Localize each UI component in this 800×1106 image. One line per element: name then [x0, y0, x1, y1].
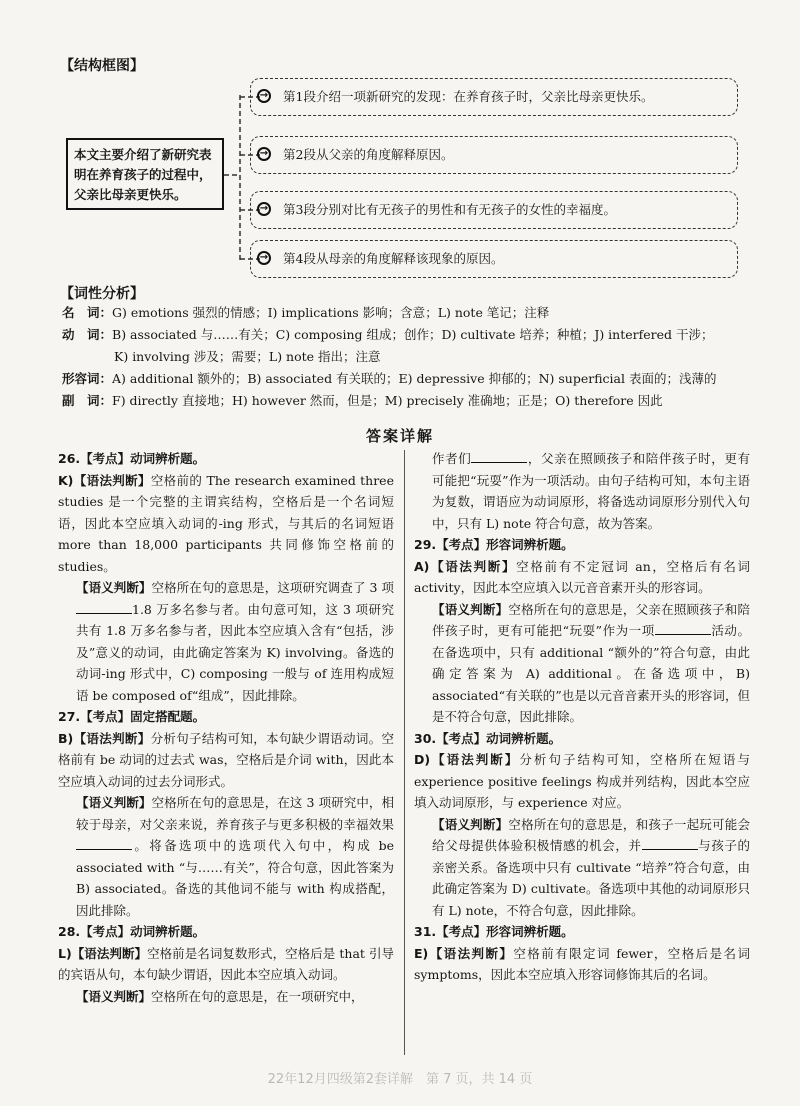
- answer-blank: [642, 837, 698, 850]
- para-box-1: [250, 78, 738, 116]
- word-line-verb-cont: K) involving 涉及；需要；L) note 指出；注意: [114, 349, 381, 364]
- para-box-4: [250, 240, 738, 278]
- q31-heading: 31.【考点】形容词辨析题。: [414, 924, 574, 939]
- q27-heading: 27.【考点】固定搭配题。: [58, 709, 206, 724]
- q26-heading: 26.【考点】动词辨析题。: [58, 451, 206, 466]
- word-line-verb: 动 词：B) associated 与……有关；C) composing 组成；创作；D) cultivate 培养；种植；J) interfered 干涉；: [62, 327, 714, 342]
- column-divider: [404, 450, 405, 1055]
- para-summary-text: 第1段介绍一项新研究的发现：在养育孩子时，父亲比母亲更快乐。: [283, 89, 654, 104]
- summary-box: 本文主要介绍了新研究表明在养育孩子的过程中，父亲比母亲更快乐。: [66, 138, 224, 210]
- arrow-icon: →: [257, 147, 271, 161]
- arrow-icon: →: [257, 251, 271, 265]
- q27-grammar: B)【语法判断】分析句子结构可知，本句缺少谓语动词。空格前有 be 动词的过去式 was，空格后是介词 with，因此本空应填入动词的过去分词形式。: [58, 730, 394, 789]
- para-summary-text: 第3段分别对比有无孩子的男性和有无孩子的女性的幸福度。: [283, 202, 616, 217]
- para-summary-text: 第2段从父亲的角度解释原因。: [283, 147, 454, 162]
- word-analysis-title: 【词性分析】: [60, 286, 144, 302]
- para-summary-text: 第4段从母亲的角度解释该现象的原因。: [283, 251, 504, 266]
- answer-blank: [76, 601, 132, 614]
- answer-blank: [76, 837, 132, 850]
- answer-blank: [471, 450, 527, 463]
- left-column: [58, 448, 394, 1007]
- q29-heading: 29.【考点】形容词辨析题。: [414, 537, 574, 552]
- q27-semantic: 【语义判断】空格所在句的意思是，在这 3 项研究中，相较于母亲，对父亲来说，养育孩子与更多积极的幸福效果。将备选项中的选项代入句中，构成 be associated with “与……有关”，符合句意，因此答案为 B) associated。备选的其他词不能与 with 构成搭配，因此排除。: [76, 795, 394, 918]
- q30-heading: 30.【考点】动词辨析题。: [414, 730, 562, 746]
- arrow-icon: →: [257, 202, 271, 216]
- q28-grammar: L)【语法判断】空格前是名词复数形式，空格后是 that 引导的宾语从句，本句缺少谓语，因此本空应填入动词。: [58, 945, 394, 982]
- q26-grammar: K)【语法判断】空格前的 The research examined three studies 是一个完整的主谓宾结构，空格后是一个名词短语，因此本空应填入动词的-ing 形式，与其后的名词短语 more than 18,000 participants 共同修饰空格前的 studies。: [58, 472, 394, 574]
- structure-title: 【结构框图】: [60, 58, 144, 74]
- q28-semantic: 【语义判断】空格所在句的意思是，在一项研究中，: [76, 988, 364, 1004]
- q29-semantic: 【语义判断】空格所在句的意思是，父亲在照顾孩子和陪伴孩子时，更有可能把“玩耍”作为一项 活动。在备选项中，只有 additional “额外的”符合句意，由此确定答案为 A) additional。在备选项中，B) associated“有关联的”也是以元音音素开头的形容词，但是不符合句意，因此排除。: [432, 601, 750, 724]
- q26-semantic: 【语义判断】空格所在句的意思是，这项研究调查了 3 项1.8 万多名参与者。由句意可知，这 3 项研究共有 1.8 万多名参与者，因此本空应填入含有“包括，涉及”意义的动词，由此确定答案为 K) involving。备选的动词-ing 形式中，C) composing 一般与 of 连用构成短语 be composed of“组成”，因此排除。: [76, 580, 394, 703]
- page-footer: 22年12月四级第2套详解 第 7 页，共 14 页: [267, 1072, 533, 1087]
- q28-heading: 28.【考点】动词辨析题。: [58, 924, 206, 939]
- q30-semantic: 【语义判断】空格所在句的意思是，和孩子一起玩可能会给父母提供体验积极情感的机会，并 与孩子的亲密关系。备选项中只有 cultivate “培养”符合句意，由此确定答案为 D) cultivate。备选项中其他的动词原形只有 L) note，不符合句意，因此排除。: [432, 816, 750, 918]
- word-line-noun: 名 词：G) emotions 强烈的情感；I) implications 影响；含意；L) note 笔记；注释: [62, 305, 550, 320]
- right-column: [414, 448, 750, 986]
- word-analysis-list: [62, 302, 762, 412]
- word-line-adv: 副 词：F) directly 直接地；H) however 然而，但是；M) precisely 准确地；正是；O) therefore 因此: [62, 393, 663, 408]
- word-line-adj: 形容词：A) additional 额外的；B) associated 有关联的；E) depressive 抑郁的；N) superficial 表面的；浅薄的: [62, 371, 717, 386]
- answers-title: 答案详解: [365, 427, 434, 445]
- q30-grammar: D)【语法判断】分析句子结构可知，空格所在短语与 experience positive feelings 构成并列结构，因此本空应填入动词原形，与 experience 对应。: [414, 752, 750, 810]
- q28-semantic-cont: 作者们 ，父亲在照顾孩子和陪伴孩子时，更有可能把“玩耍”作为一项活动。由句子结构可知，本句主语为复数，谓语应为动词原形，将备选动词原形分别代入句中，只有 L) note 符合句意，故为答案。: [432, 451, 750, 531]
- para-box-3: [250, 191, 738, 229]
- q31-grammar: E)【语法判断】空格前有限定词 fewer，空格后是名词 symptoms，因此本空应填入形容词修饰其后的名词。: [414, 945, 750, 982]
- answer-blank: [655, 622, 711, 635]
- q29-grammar: A)【语法判断】空格前有不定冠词 an，空格后有名词 activity，因此本空应填入以元音音素开头的形容词。: [414, 558, 750, 595]
- para-box-2: [250, 136, 738, 174]
- arrow-icon: →: [257, 89, 271, 103]
